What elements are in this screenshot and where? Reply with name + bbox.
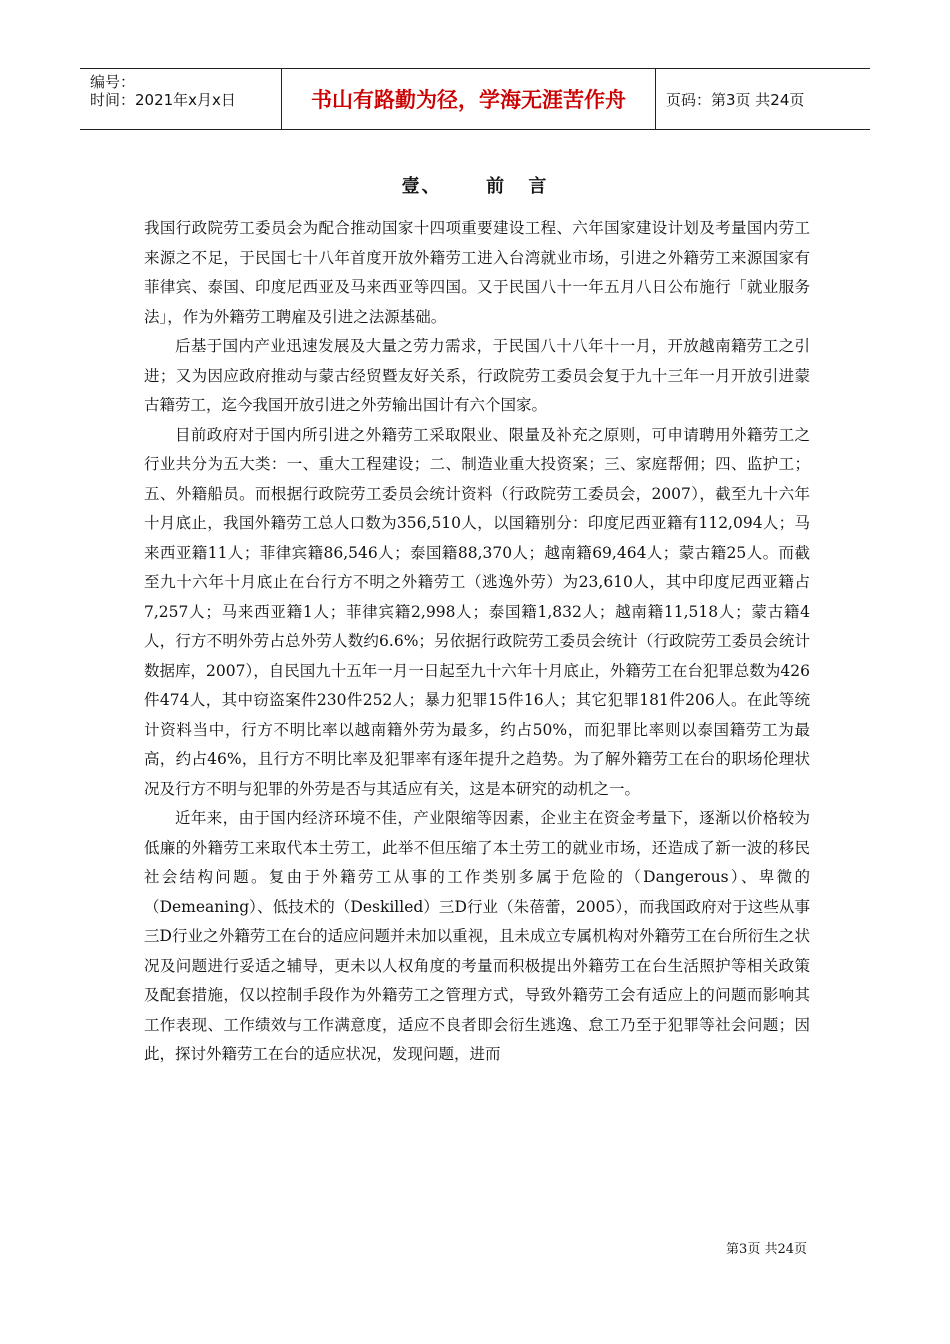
paragraph-3: 目前政府对于国内所引进之外籍劳工采取限业、限量及补充之原则，可申请聘用外籍劳工之行业共分为五大类：一、重大工程建设；二、制造业重大投资案；三、家庭帮佣；四、监护工；五、外籍船员。而根据行政院劳工委员会统计资料（行政院劳工委员会，2007），截至九十六年十月底止，我国外籍劳工总人口数为356,510人，以国籍别分：印度尼西亚籍有112,094人；马来西亚籍11人；菲律宾籍86,546人；泰国籍88,370人；越南籍69,464人；蒙古籍25人。而截至九十六年十月底止在台行方不明之外籍劳工（逃逸外劳）为23,610人，其中印度尼西亚籍占7,257人；马来西亚籍1人；菲律宾籍2,998人；泰国籍1,832人；越南籍11,518人；蒙古籍4人，行方不明外劳占总外劳人数约6.6%；另依据行政院劳工委员会统计（行政院劳工委员会统计数据库，2007），自民国九十五年一月一日起至九十六年十月底止，外籍劳工在台犯罪总数为426件474人，其中窃盗案件230件252人；暴力犯罪15件16人；其它犯罪181件206人。在此等统计资料当中，行方不明比率以越南籍外劳为最多，约占50%，而犯罪比率则以泰国籍劳工为最高，约占46%，且行方不明比率及犯罪率有逐年提升之趋势。为了解外籍劳工在台的职场伦理状况及行方不明与犯罪的外劳是否与其适应有关，这是本研究的动机之一。	[144, 425, 810, 798]
body-text	[144, 214, 810, 1070]
section-heading	[0, 172, 950, 198]
paragraph-2: 后基于国内产业迅速发展及大量之劳力需求，于民国八十八年十一月，开放越南籍劳工之引进；又为因应政府推动与蒙古经贸暨友好关系，行政院劳工委员会复于九十三年一月开放引进蒙古籍劳工，迄今我国开放引进之外劳输出国计有六个国家。	[144, 337, 810, 414]
header-motto: 书山有路勤为径，学海无涯苦作舟	[282, 69, 656, 129]
paragraph-4: 近年来，由于国内经济环境不佳，产业限缩等因素，企业主在资金考量下，逐渐以价格较为低廉的外籍劳工来取代本土劳工，此举不但压缩了本土劳工的就业市场，还造成了新一波的移民社会结构问题。复由于外籍劳工从事的工作类别多属于危险的（Dangerous）、卑微的（Demeaning）、低技术的（Deskilled）三D行业（朱蓓蕾，2005），而我国政府对于这些从事三D行业之外籍劳工在台的适应问题并未加以重视，且未成立专属机构对外籍劳工在台所衍生之状况及问题进行妥适之辅导，更未以人权角度的考量而积极提出外籍劳工在台生活照护等相关政策及配套措施，仅以控制手段作为外籍劳工之管理方式，导致外籍劳工会有适应上的问题而影响其工作表现、工作绩效与工作满意度，适应不良者即会衍生逃逸、怠工乃至于犯罪等社会问题；因此，探讨外籍劳工在台的适应状况，发现问题，进而	[144, 809, 810, 1063]
paragraph-1: 我国行政院劳工委员会为配合推动国家十四项重要建设工程、六年国家建设计划及考量国内劳工来源之不足，于民国七十八年首度开放外籍劳工进入台湾就业市场，引进之外籍劳工来源国家有菲律宾、泰国、印度尼西亚及马来西亚等四国。又于民国八十一年五月八日公布施行「就业服务法」，作为外籍劳工聘雇及引进之法源基础。	[144, 219, 810, 326]
header-table	[80, 68, 870, 130]
document-date: 时间：2021年x月x日	[90, 91, 236, 109]
section-number: 壹、	[401, 176, 442, 197]
header-meta-cell	[80, 69, 282, 129]
document-number-label: 编号：	[90, 73, 136, 91]
section-title: 前 言	[486, 176, 549, 197]
header-page-info: 页码：第3页 共24页	[666, 90, 805, 109]
page-footer: 第3页 共24页	[726, 1242, 807, 1257]
